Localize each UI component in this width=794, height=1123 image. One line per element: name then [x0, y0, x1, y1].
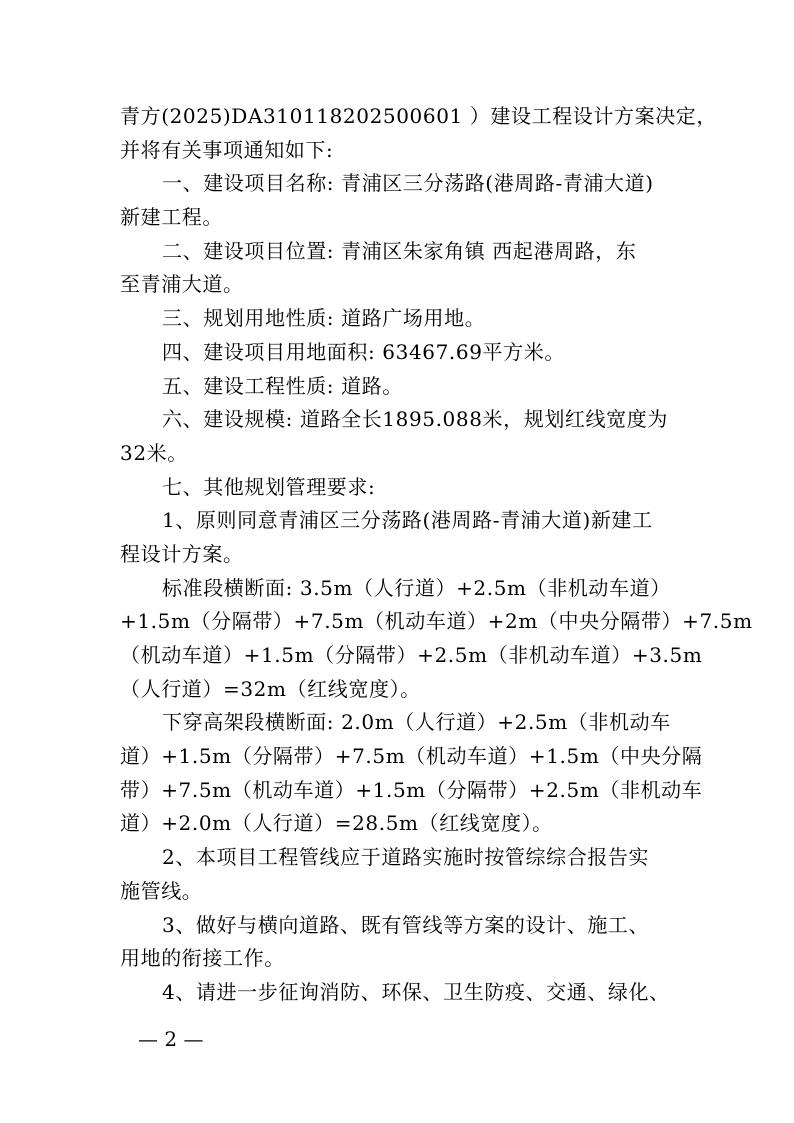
- text-line-17: （机动车道）+1.5m（分隔带）+2.5m（非机动车道）+3.5m: [120, 643, 703, 667]
- text-line-11: 32米。: [120, 440, 188, 465]
- text-line-26: 用地的衔接工作。: [120, 946, 285, 971]
- text-line-5: 二、建设项目位置: 青浦区朱家角镇 西起港周路，东: [162, 238, 637, 263]
- text-line-27: 4、请进一步征询消防、环保、卫生防疫、交通、绿化、: [162, 979, 670, 1004]
- text-line-19: 下穿高架段横断面: 2.0m（人行道）+2.5m（非机动车: [162, 710, 671, 735]
- text-line-15: 标准段横断面: 3.5m（人行道）+2.5m（非机动车道）: [162, 575, 671, 600]
- text-line-1: 青方(2025)DA310118202500601 ）建设工程设计方案决定，: [120, 104, 718, 128]
- text-line-7: 三、规划用地性质: 道路广场用地。: [162, 306, 486, 331]
- page-number: — 2 —: [138, 1027, 204, 1051]
- text-line-2: 并将有关事项通知如下:: [120, 137, 334, 162]
- text-line-4: 新建工程。: [120, 205, 223, 230]
- document-body: [120, 100, 753, 1010]
- text-line-24: 施管线。: [120, 878, 203, 903]
- text-line-9: 五、建设工程性质: 道路。: [162, 373, 403, 398]
- text-line-21: 带）+7.5m（机动车道）+1.5m（分隔带）+2.5m（非机动车: [120, 777, 703, 802]
- text-line-8: 四、建设项目用地面积: 63467.69平方米。: [162, 339, 565, 364]
- text-line-20: 道）+1.5m（分隔带）+7.5m（机动车道）+1.5m（中央分隔: [120, 744, 703, 769]
- text-line-14: 程设计方案。: [120, 541, 244, 566]
- text-line-13: 1、原则同意青浦区三分荡路(港周路-青浦大道)新建工: [162, 508, 653, 533]
- text-line-6: 至青浦大道。: [120, 272, 244, 297]
- text-line-25: 3、做好与横向道路、既有管线等方案的设计、施工、: [162, 912, 650, 937]
- text-line-16: +1.5m（分隔带）+7.5m（机动车道）+2m（中央分隔带）+7.5m: [120, 609, 753, 634]
- text-line-18: （人行道）=32m（红线宽度）。: [120, 676, 421, 701]
- text-line-22: 道）+2.0m（人行道）=28.5m（红线宽度）。: [120, 811, 553, 836]
- text-line-10: 六、建设规模: 道路全长1895.088米，规划红线宽度为: [162, 407, 668, 432]
- text-line-12: 七、其他规划管理要求:: [162, 474, 376, 499]
- text-line-3: 一、建设项目名称: 青浦区三分荡路(港周路-青浦大道): [162, 171, 654, 196]
- text-line-23: 2、本项目工程管线应于道路实施时按管综综合报告实: [162, 845, 650, 870]
